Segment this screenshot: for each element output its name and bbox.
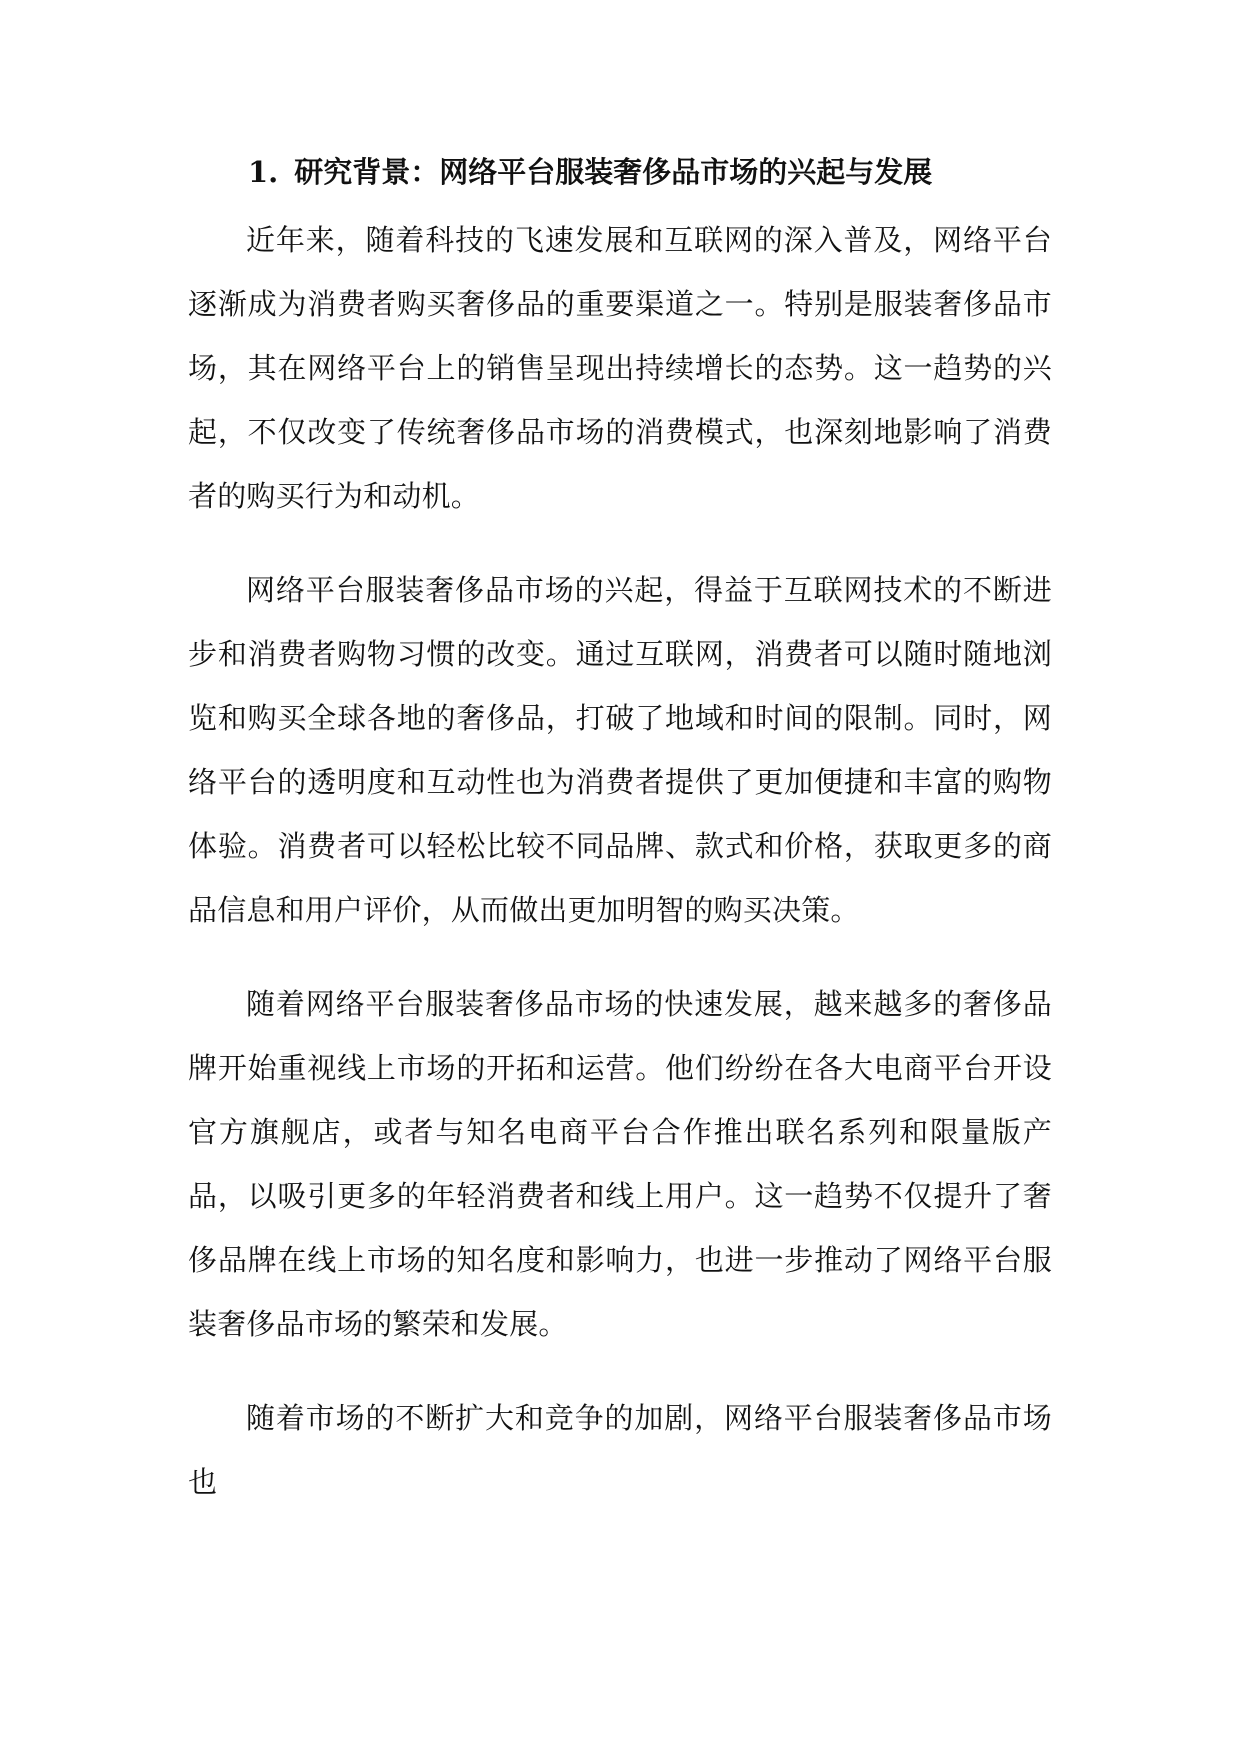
- paragraph-1: 近年来，随着科技的飞速发展和互联网的深入普及，网络平台逐渐成为消费者购买奢侈品的重要渠道之一。特别是服装奢侈品市场，其在网络平台上的销售呈现出持续增长的态势。这一趋势的兴起，不仅改变了传统奢侈品市场的消费模式，也深刻地影响了消费者的购买行为和动机。: [188, 223, 1052, 513]
- paragraph-2: 网络平台服装奢侈品市场的兴起，得益于互联网技术的不断进步和消费者购物习惯的改变。通过互联网，消费者可以随时随地浏览和购买全球各地的奢侈品，打破了地域和时间的限制。同时，网络平台的透明度和互动性也为消费者提供了更加便捷和丰富的购物体验。消费者可以轻松比较不同品牌、款式和价格，获取更多的商品信息和用户评价，从而做出更加明智的购买决策。: [188, 573, 1052, 927]
- section-title: 研究背景：网络平台服装奢侈品市场的兴起与发展: [294, 155, 933, 189]
- paragraph-4: 随着市场的不断扩大和竞争的加剧，网络平台服装奢侈品市场也: [188, 1401, 1052, 1499]
- section-heading: [188, 150, 1052, 194]
- paragraph-3: 随着网络平台服装奢侈品市场的快速发展，越来越多的奢侈品牌开始重视线上市场的开拓和运营。他们纷纷在各大电商平台开设官方旗舰店，或者与知名电商平台合作推出联名系列和限量版产品，以吸引更多的年轻消费者和线上用户。这一趋势不仅提升了奢侈品牌在线上市场的知名度和影响力，也进一步推动了网络平台服装奢侈品市场的繁荣和发展。: [188, 987, 1052, 1341]
- document-body: [188, 150, 1052, 1514]
- section-number: 1.: [248, 155, 279, 189]
